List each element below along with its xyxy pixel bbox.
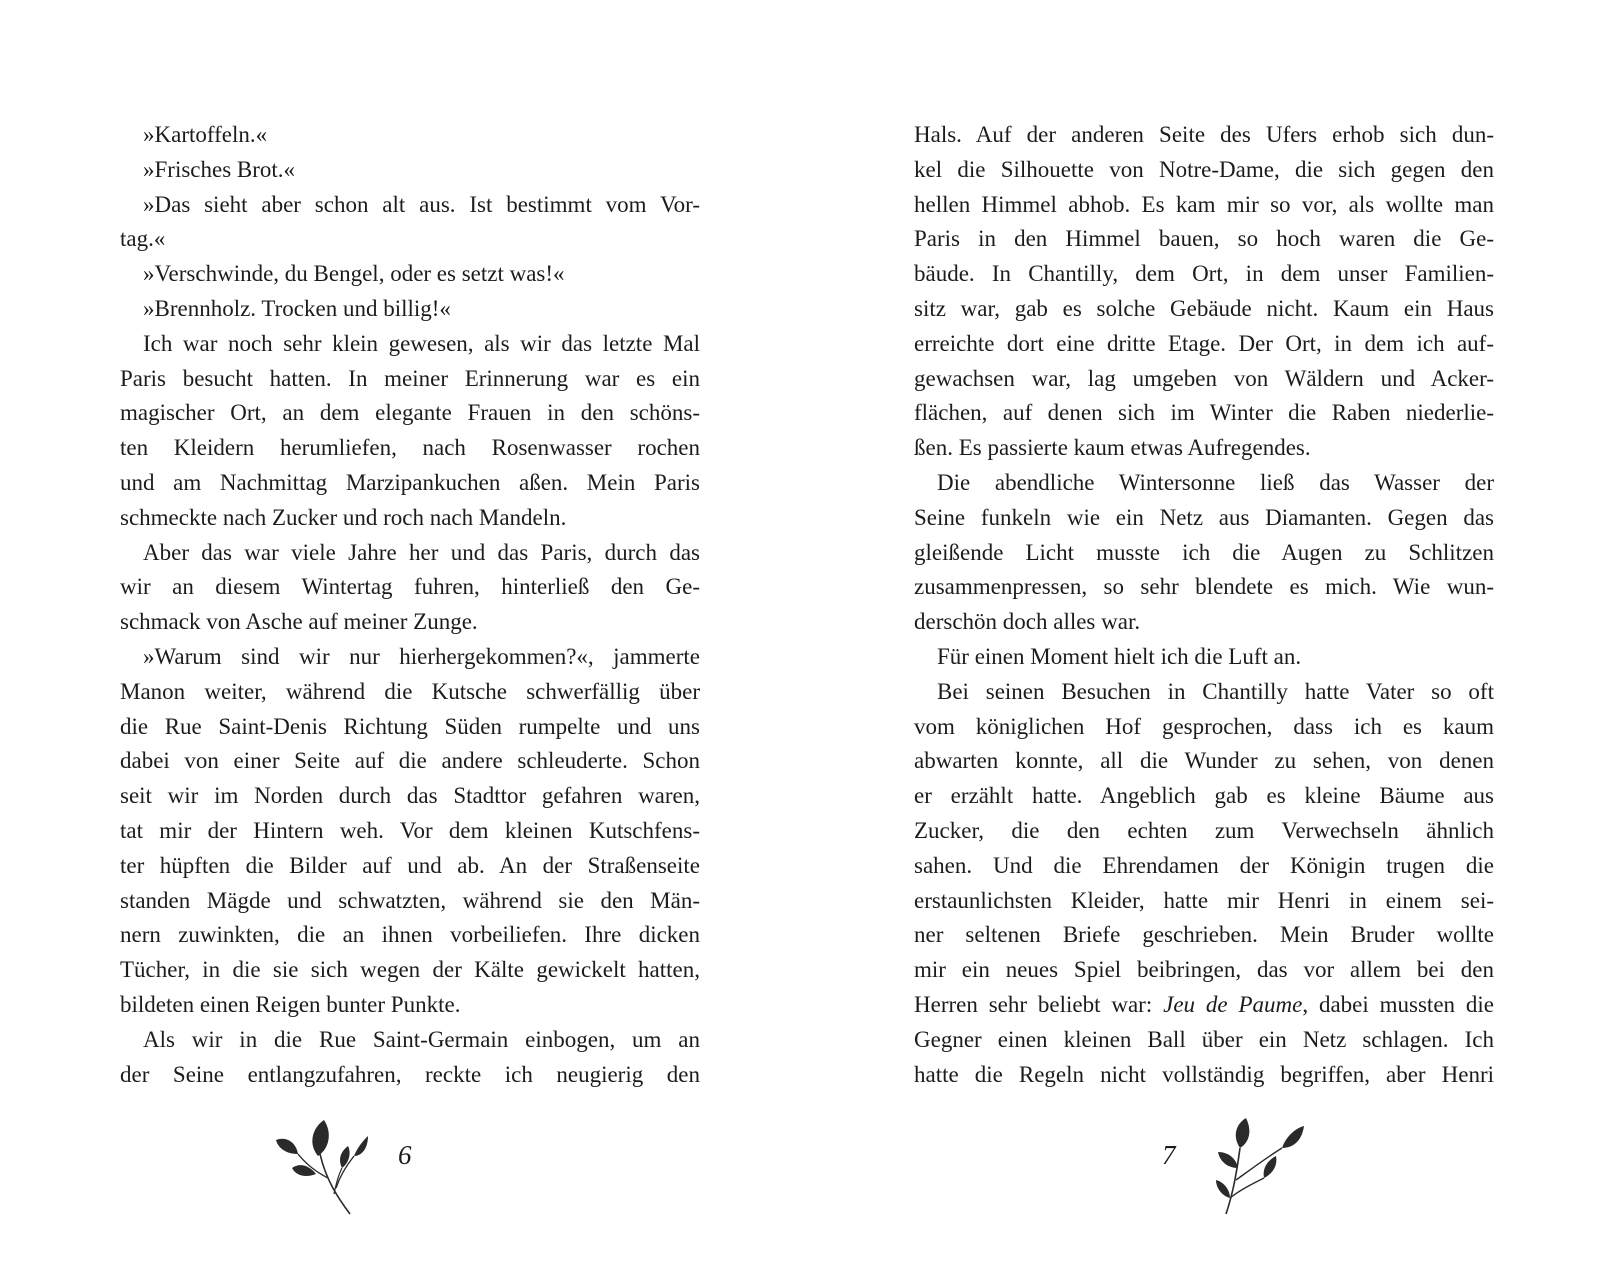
left-line-8: Paris besucht hatten. In meiner Erinnerung war es ein <box>120 365 700 391</box>
leaf-sprig-svg <box>1212 1118 1304 1218</box>
left-line-12: schmeckte nach Zucker und roch nach Mandeln. <box>120 504 567 530</box>
right-line-26 <box>914 988 1494 1023</box>
left-line-22: ter hüpften die Bilder auf und ab. An der Straßenseite <box>120 852 700 878</box>
left-line-21: tat mir der Hintern weh. Vor dem kleinen Kutschfens- <box>120 817 700 843</box>
right-line-10: ßen. Es passierte kaum etwas Aufregendes. <box>914 435 1311 461</box>
left-line-1: »Kartoffeln.« <box>143 122 268 147</box>
left-line-18: die Rue Saint-Denis Richtung Süden rumpelte und uns <box>120 713 700 739</box>
left-line-14: wir an diesem Wintertag fuhren, hinterließ den Ge- <box>120 574 700 600</box>
left-line-4: tag.« <box>120 226 166 252</box>
left-line-10: ten Kleidern herumliefen, nach Rosenwasser rochen <box>120 435 700 461</box>
right-line-7: erreichte dort eine dritte Etage. Der Ort, in dem ich auf- <box>914 330 1494 356</box>
right-page-text <box>914 118 1494 1092</box>
left-line-23: standen Mägde und schwatzten, während sie den Män- <box>120 887 700 913</box>
right-line-16: Für einen Moment hielt ich die Luft an. <box>937 643 1302 669</box>
right-line-19: abwarten konnte, all die Wunder zu sehen, von denen <box>914 748 1494 774</box>
right-line-28: hatte die Regeln nicht vollständig begriffen, aber Henri <box>914 1061 1494 1087</box>
right-line-6: sitz war, gab es solche Gebäude nicht. Kaum ein Haus <box>914 295 1494 321</box>
right-line-11: Die abendliche Wintersonne ließ das Wasser der <box>937 469 1494 495</box>
right-line-22: sahen. Und die Ehrendamen der Königin trugen die <box>914 852 1494 878</box>
left-line-25: Tücher, in die sie sich wegen der Kälte gewickelt hatten, <box>120 957 700 983</box>
right-line-12: Seine funkeln wie ein Netz aus Diamanten. Gegen das <box>914 504 1494 530</box>
left-line-9: magischer Ort, an dem elegante Frauen in den schöns- <box>120 400 700 426</box>
right-line-9: flächen, auf denen sich im Winter die Raben niederlie- <box>914 400 1494 426</box>
left-line-16: »Warum sind wir nur hierhergekommen?«, jammerte <box>143 643 700 669</box>
leaf-sprig-icon <box>1212 1118 1304 1218</box>
leaf-sprig-svg <box>276 1118 368 1218</box>
right-line-2: kel die Silhouette von Notre-Dame, die sich gegen den <box>914 156 1494 182</box>
left-line-3: »Das sieht aber schon alt aus. Ist bestimmt vom Vor- <box>143 191 700 217</box>
right-line-21: Zucker, die den echten zum Verwechseln ähnlich <box>914 817 1494 843</box>
right-page <box>800 0 1600 1274</box>
leaf-sprig-icon <box>276 1118 368 1218</box>
right-line-14: zusammenpressen, so sehr blendete es mich. Wie wun- <box>914 574 1494 600</box>
left-line-11: und am Nachmittag Marzipankuchen aßen. Mein Paris <box>120 469 700 495</box>
left-line-6: »Brennholz. Trocken und billig!« <box>143 295 451 321</box>
left-line-27: Als wir in die Rue Saint-Germain einbogen, um an <box>143 1026 700 1052</box>
right-line-23: erstaunlichsten Kleider, hatte mir Henri in einem sei- <box>914 887 1494 913</box>
right-line-3: hellen Himmel abhob. Es kam mir so vor, als wollte man <box>914 191 1494 217</box>
left-line-13: Aber das war viele Jahre her und das Paris, durch das <box>143 539 700 565</box>
left-line-2: »Frisches Brot.« <box>143 156 296 182</box>
left-line-26: bildeten einen Reigen bunter Punkte. <box>120 991 461 1017</box>
left-line-20: seit wir im Norden durch das Stadttor gefahren waren, <box>120 783 700 809</box>
right-line-1: Hals. Auf der anderen Seite des Ufers erhob sich dun- <box>914 122 1494 147</box>
left-line-5: »Verschwinde, du Bengel, oder es setzt was!« <box>143 261 565 287</box>
right-line-24: ner seltenen Briefe geschrieben. Mein Bruder wollte <box>914 922 1494 948</box>
left-line-17: Manon weiter, während die Kutsche schwerfällig über <box>120 678 700 704</box>
right-line-17: Bei seinen Besuchen in Chantilly hatte Vater so oft <box>937 678 1494 704</box>
right-line-25: mir ein neues Spiel beibringen, das vor allem bei den <box>914 957 1494 983</box>
left-line-15: schmack von Asche auf meiner Zunge. <box>120 609 478 635</box>
page-number-right: 7 <box>1162 1140 1176 1170</box>
page-number-left: 6 <box>398 1140 412 1170</box>
right-line-4: Paris in den Himmel bauen, so hoch waren die Ge- <box>914 226 1494 252</box>
right-line-27: Gegner einen kleinen Ball über ein Netz schlagen. Ich <box>914 1026 1494 1052</box>
left-line-7: Ich war noch sehr klein gewesen, als wir das letzte Mal <box>143 330 700 356</box>
left-line-28: der Seine entlangzufahren, reckte ich neugierig den <box>120 1061 700 1087</box>
right-line-18: vom königlichen Hof gesprochen, dass ich es kaum <box>914 713 1494 739</box>
left-page-text <box>120 118 700 1092</box>
left-line-24: nern zuwinkten, die an ihnen vorbeiliefen. Ihre dicken <box>120 922 700 948</box>
left-line-19: dabei von einer Seite auf die andere schleuderte. Schon <box>120 748 700 774</box>
right-line-15: derschön doch alles war. <box>914 609 1141 635</box>
right-line-20: er erzählt hatte. Angeblich gab es kleine Bäume aus <box>914 783 1494 809</box>
right-line-5: bäude. In Chantilly, dem Ort, in dem unser Familien- <box>914 261 1494 287</box>
text-span: Herren sehr beliebt war: <box>914 991 1164 1017</box>
text-span: , dabei mussten die <box>1302 991 1494 1017</box>
right-line-13: gleißende Licht musste ich die Augen zu Schlitzen <box>914 539 1494 565</box>
right-line-8: gewachsen war, lag umgeben von Wäldern und Acker- <box>914 365 1494 391</box>
italic-term: Jeu de Paume <box>1163 991 1303 1017</box>
